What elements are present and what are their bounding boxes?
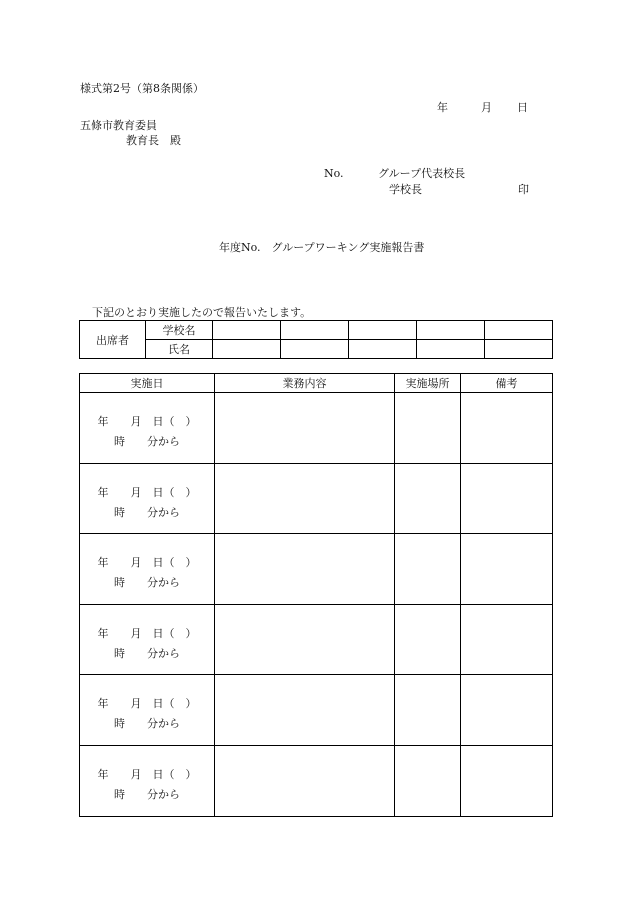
date-line: 年 月 日（ ） — [97, 486, 197, 499]
place-cell[interactable] — [395, 534, 461, 605]
intro-text: 下記のとおり実施したので報告いたします。 — [92, 306, 312, 319]
person-name-field[interactable] — [281, 340, 349, 359]
school-name-field[interactable] — [281, 321, 349, 340]
place-cell[interactable] — [395, 605, 461, 675]
remarks-cell[interactable] — [461, 464, 553, 534]
sender-group-representative: グループ代表校長 — [378, 167, 466, 180]
work-content-cell[interactable] — [215, 675, 395, 746]
school-name-field[interactable] — [485, 321, 553, 340]
recipient-line2: 教育長 殿 — [126, 134, 181, 147]
person-name-field[interactable] — [349, 340, 417, 359]
date-cell[interactable] — [80, 464, 215, 534]
date-cell[interactable] — [80, 605, 215, 675]
date-line: 年 月 日（ ） — [97, 697, 197, 710]
date-line: 年 月 日（ ） — [97, 627, 197, 640]
person-name-label: 氏名 — [146, 340, 213, 359]
place-cell[interactable] — [395, 393, 461, 464]
person-name-field[interactable] — [485, 340, 553, 359]
date-year: 年 — [437, 101, 448, 114]
school-name-field[interactable] — [349, 321, 417, 340]
header-implementation-place: 実施場所 — [395, 374, 461, 393]
header-work-content: 業務内容 — [215, 374, 395, 393]
table-row — [80, 464, 553, 534]
date-day: 日 — [517, 101, 528, 114]
seal-mark: 印 — [518, 183, 529, 196]
person-name-field[interactable] — [417, 340, 485, 359]
date-month: 月 — [481, 101, 492, 114]
remarks-cell[interactable] — [461, 534, 553, 605]
date-line: 年 月 日（ ） — [97, 415, 197, 428]
work-content-cell[interactable] — [215, 746, 395, 817]
recipient-line1: 五條市教育委員 — [80, 119, 157, 132]
attendees-label: 出席者 — [80, 321, 146, 359]
report-table — [79, 373, 553, 817]
place-cell[interactable] — [395, 464, 461, 534]
time-line: 時 分から — [114, 506, 180, 519]
time-line: 時 分から — [114, 647, 180, 660]
remarks-cell[interactable] — [461, 605, 553, 675]
attendance-table — [79, 320, 553, 359]
work-content-cell[interactable] — [215, 534, 395, 605]
school-name-field[interactable] — [417, 321, 485, 340]
work-content-cell[interactable] — [215, 464, 395, 534]
header-implementation-date: 実施日 — [80, 374, 215, 393]
person-name-field[interactable] — [213, 340, 281, 359]
date-cell[interactable] — [80, 393, 215, 464]
remarks-cell[interactable] — [461, 746, 553, 817]
date-cell[interactable] — [80, 534, 215, 605]
date-cell[interactable] — [80, 746, 215, 817]
sender-no-label: No. — [324, 167, 344, 180]
work-content-cell[interactable] — [215, 393, 395, 464]
date-line: 年 月 日（ ） — [97, 556, 197, 569]
table-row — [80, 746, 553, 817]
place-cell[interactable] — [395, 675, 461, 746]
time-line: 時 分から — [114, 576, 180, 589]
header-remarks: 備考 — [461, 374, 553, 393]
table-row — [80, 534, 553, 605]
time-line: 時 分から — [114, 717, 180, 730]
document-title: 年度No. グループワーキング実施報告書 — [219, 241, 425, 254]
school-name-field[interactable] — [213, 321, 281, 340]
table-row — [80, 605, 553, 675]
place-cell[interactable] — [395, 746, 461, 817]
date-line: 年 月 日（ ） — [97, 768, 197, 781]
school-name-label: 学校名 — [146, 321, 213, 340]
time-line: 時 分から — [114, 788, 180, 801]
sender-principal: 学校長 — [389, 183, 422, 196]
form-number: 様式第2号（第8条関係） — [80, 82, 204, 95]
date-cell[interactable] — [80, 675, 215, 746]
table-row — [80, 675, 553, 746]
remarks-cell[interactable] — [461, 393, 553, 464]
work-content-cell[interactable] — [215, 605, 395, 675]
remarks-cell[interactable] — [461, 675, 553, 746]
time-line: 時 分から — [114, 435, 180, 448]
table-row — [80, 393, 553, 464]
